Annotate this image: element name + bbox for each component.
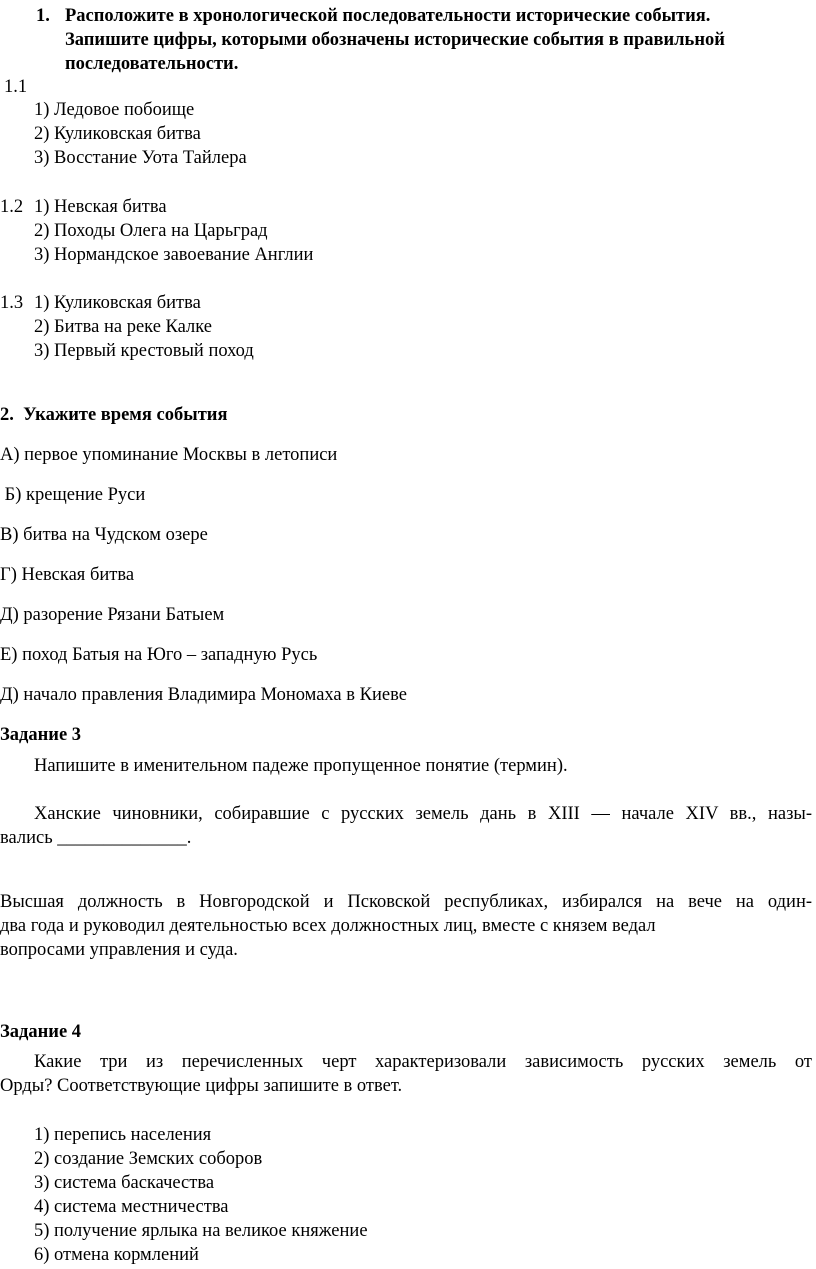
list-item: 1) Невская битва (34, 197, 167, 217)
q3-paragraph-line: Высшая должность в Новгородской и Псковской республиках, избирался на вече на один- (0, 892, 812, 912)
q1-title-line: Расположите в хронологической последовательности исторические события. (65, 6, 711, 26)
group-label: 1.1 (4, 77, 28, 97)
q4-title: Задание 4 (0, 1022, 82, 1042)
event-item: Е) поход Батыя на Юго – западную Русь (0, 645, 318, 665)
option-item: 1) перепись населения (34, 1125, 212, 1145)
list-item: 2) Походы Олега на Царьград (34, 221, 268, 241)
option-item: 4) система местничества (34, 1197, 229, 1217)
q4-text-line: Орды? Соответствующие цифры запишите в ответ. (0, 1076, 403, 1096)
q3-paragraph-line: два года и руководил деятельностью всех должностных лиц, вместе с князем ведал (0, 916, 656, 936)
q1-number: 1. (36, 6, 50, 26)
event-item: Д) начало правления Владимира Мономаха в Киеве (0, 685, 407, 705)
list-item: 3) Нормандское завоевание Англии (34, 245, 314, 265)
option-item: 5) получение ярлыка на великое княжение (34, 1221, 368, 1241)
list-item: 1) Куликовская битва (34, 293, 201, 313)
q1-title-line: Запишите цифры, которыми обозначены исторические события в правильной (65, 30, 725, 50)
q3-paragraph-line: Ханские чиновники, собиравшие с русских земель дань в XIII — начале XIV вв., назы- (34, 804, 812, 824)
list-item: 3) Восстание Уота Тайлера (34, 148, 247, 168)
group-label: 1.2 (0, 197, 24, 217)
q3-title: Задание 3 (0, 725, 82, 745)
option-item: 3) система баскачества (34, 1173, 215, 1193)
q1-title-line: последовательности. (65, 54, 239, 74)
list-item: 2) Куликовская битва (34, 124, 201, 144)
event-item: Г) Невская битва (0, 565, 135, 585)
event-item: Б) крещение Руси (0, 485, 146, 505)
event-item: Д) разорение Рязани Батыем (0, 605, 225, 625)
event-item: В) битва на Чудском озере (0, 525, 208, 545)
option-item: 2) создание Земских соборов (34, 1149, 263, 1169)
event-item: А) первое упоминание Москвы в летописи (0, 445, 338, 465)
group-label: 1.3 (0, 293, 24, 313)
q3-instruction: Напишите в именительном падеже пропущенное понятие (термин). (34, 756, 568, 776)
q3-paragraph-line: вопросами управления и суда. (0, 940, 238, 960)
q4-text-line: Какие три из перечисленных черт характеризовали зависимость русских земель от (34, 1052, 812, 1072)
list-item: 2) Битва на реке Калке (34, 317, 212, 337)
q2-title: 2. Укажите время события (0, 405, 228, 425)
q3-paragraph-line: вались ______________. (0, 828, 192, 848)
list-item: 1) Ледовое побоище (34, 100, 195, 120)
option-item: 6) отмена кормлений (34, 1245, 199, 1265)
list-item: 3) Первый крестовый поход (34, 341, 254, 361)
